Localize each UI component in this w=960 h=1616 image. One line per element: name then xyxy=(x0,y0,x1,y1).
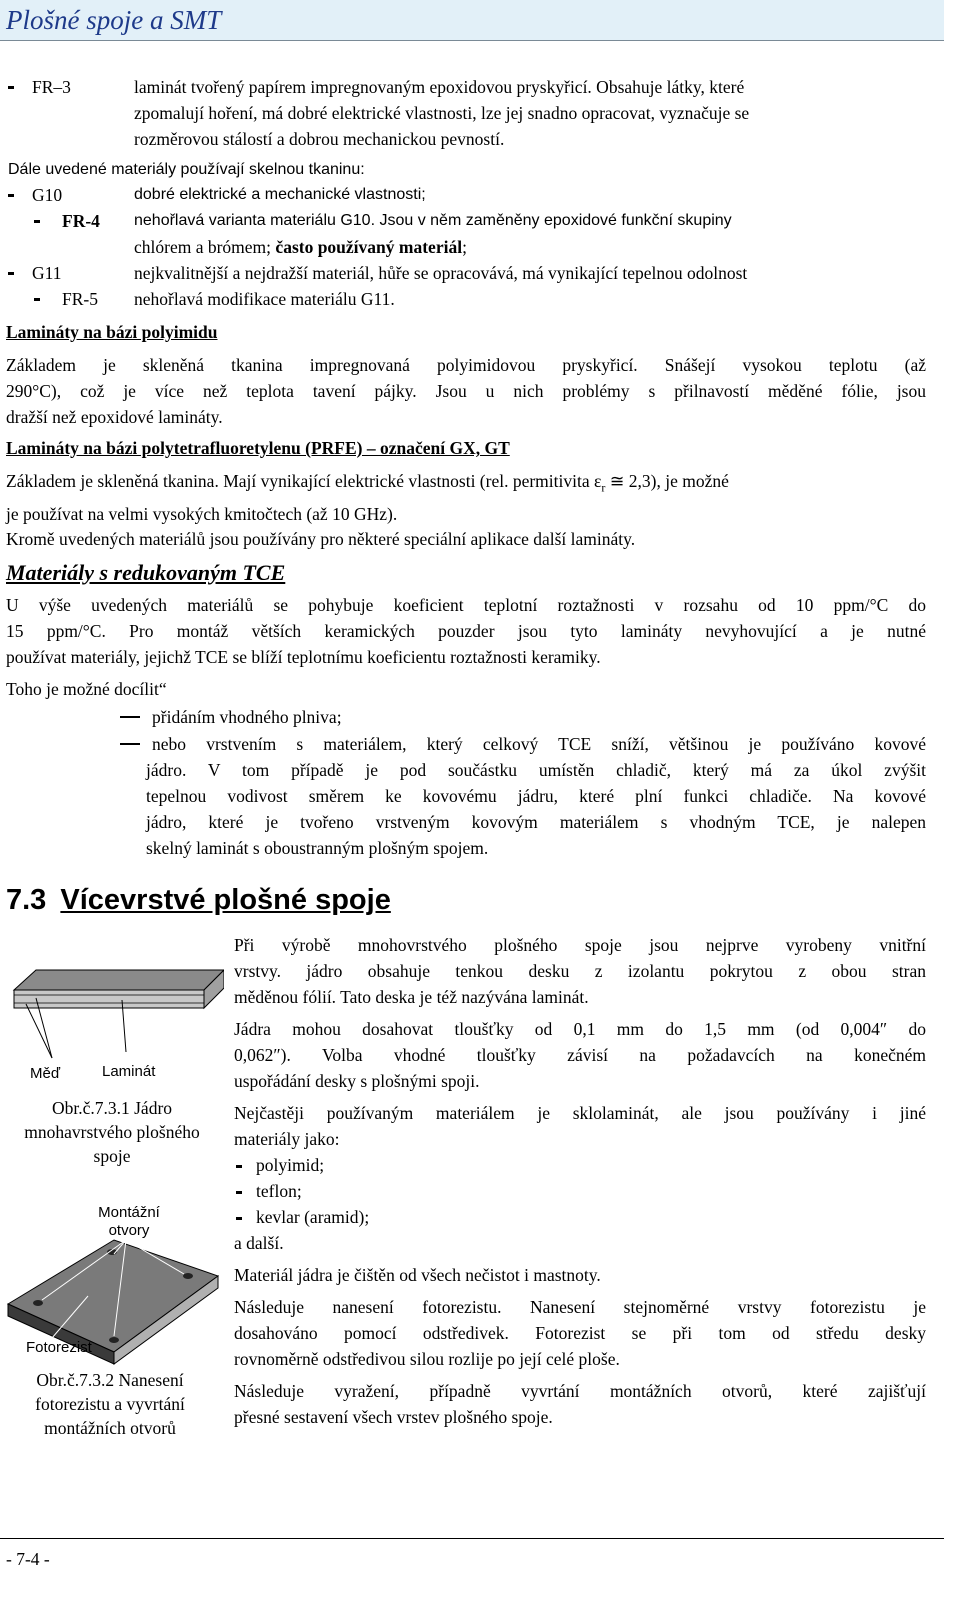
tce-item-2-line-3: tepelnou vodivost směrem ke kovovému jádru, které plní funkci chladiče. Na kovové xyxy=(146,786,926,806)
list-item-text: polyimid; xyxy=(256,1155,325,1175)
tce-para xyxy=(6,592,926,670)
core-top-face xyxy=(14,970,224,990)
header-title: Plošné spoje a SMT xyxy=(6,5,222,35)
bullet xyxy=(236,1217,242,1220)
mounting-hole xyxy=(109,1337,119,1343)
right-p2-line-3: uspořádání desky s plošnými spoji. xyxy=(234,1071,480,1091)
right-p4: Materiál jádra je čištěn od všech nečistot i mastnoty. xyxy=(234,1265,601,1285)
right-p3 xyxy=(234,1100,926,1152)
fig2-label-holes-line-2: otvory xyxy=(108,1222,150,1239)
tce-item-2 xyxy=(146,731,926,861)
fr3-line-3: rozměrovou stálostí a dobrou mechanickou pevností. xyxy=(134,129,505,149)
fig1-caption-line-1: Obr.č.7.3.1 Jádro xyxy=(51,1098,173,1118)
fig1-caption-line-3: spoje xyxy=(93,1146,131,1166)
tce-line-1: U výše uvedených materiálů se pohybuje koeficient teplotní roztažnosti v rozsahu od 10 ppm/°C do xyxy=(6,595,926,615)
right-p1 xyxy=(234,932,926,1010)
ptfe-line-1a: Základem je skleněná tkanina. Mají vynikající elektrické vlastnosti (rel. permitivita ε xyxy=(6,471,602,491)
right-p3-line-1: Nejčastěji používaným materiálem je sklolaminát, ale jsou používány i jiné xyxy=(234,1103,926,1123)
right-p2-line-1: Jádra mohou dosahovat tloušťky od 0,1 mm do 1,5 mm (od 0,004″ do xyxy=(234,1019,926,1039)
section-title: Vícevrstvé plošné spoje xyxy=(60,884,391,916)
right-p5-line-3: rovnoměrně odstředivou silou rozlije po její celé ploše. xyxy=(234,1349,620,1369)
list-item xyxy=(234,1178,926,1204)
fig2-label-resist: Fotorezist xyxy=(26,1339,92,1356)
polyimide-line-1: Základem je skleněná tkanina impregnovaná polyimidovou pryskyřicí. Snášejí vysokou teplotu (až xyxy=(6,355,926,375)
fr3-label: FR–3 xyxy=(32,77,71,97)
tce-item-2-line-1: nebo vrstvením s materiálem, který celkový TCE sníží, většinou je používáno kovové xyxy=(152,734,926,754)
right-p5-line-2: dosahováno pomocí odstředivek. Fotorezist se při tom od středu desky xyxy=(234,1323,926,1343)
tce-intro: Toho je možné docílit“ xyxy=(6,679,167,699)
after-list: a další. xyxy=(234,1233,284,1253)
fig2-caption xyxy=(0,1368,220,1440)
dash xyxy=(120,743,140,745)
bullet xyxy=(236,1165,242,1168)
bullet xyxy=(34,220,40,223)
fr3-line-1: laminát tvořený papírem impregnovaným epoxidovou pryskyřicí. Obsahuje látky, které xyxy=(134,77,745,97)
fig1-caption-line-2: mnohavrstvého plošného xyxy=(24,1122,200,1142)
section-heading xyxy=(6,880,391,920)
permittivity-subscript: r xyxy=(601,480,606,495)
tce-item-2-line-5: skelný laminát s oboustranným plošným spojem. xyxy=(146,838,489,858)
polyimide-line-2: 290°C), což je více než teplota tavení pájky. Jsou u nich problémy s přilnavostí měděné fólie, jsou xyxy=(6,381,926,401)
ptfe-line-2: je používat na velmi vysokých kmitočtech (až 10 GHz). xyxy=(6,503,398,524)
intro-glass: Dále uvedené materiály používají skelnou tkaninu: xyxy=(8,161,365,178)
g11-text: nejkvalitnější a nejdražší materiál, hůře se opracovává, má vynikající tepelnou odolnost xyxy=(134,263,748,283)
right-p6 xyxy=(234,1378,926,1430)
polyimide-para xyxy=(6,352,926,430)
ptfe-line-1 xyxy=(6,468,926,501)
fr4-line-2-plain: chlórem a brómem; xyxy=(134,237,276,257)
fig1-label-laminate: Laminát xyxy=(102,1063,156,1080)
bullet xyxy=(8,194,14,197)
core-front-face xyxy=(14,990,204,1008)
bullet xyxy=(236,1191,242,1194)
list-item-text: kevlar (aramid); xyxy=(256,1207,370,1227)
fr4-highlight: často používaný materiál xyxy=(275,237,463,257)
tce-heading: Materiály s redukovaným TCE xyxy=(6,560,286,585)
fig2-label-holes xyxy=(94,1204,164,1240)
g10-text: dobré elektrické a mechanické vlastnosti; xyxy=(134,186,426,203)
tce-item-2-line-4: jádro, které je tvořeno vrstveným kovovým materiálem s vhodným TCE, je nalepen xyxy=(146,812,926,832)
fr4-line-2-end: ; xyxy=(462,237,467,257)
tce-item-2-line-2: jádro. V tom případě je pod součástku umístěn chladič, který má za úkol zvýšit xyxy=(146,760,926,780)
right-p1-line-1: Při výrobě mnohovrstvého plošného spoje jsou nejprve vyrobeny vnitřní xyxy=(234,935,926,955)
right-p1-line-3: měděnou fólií. Tato deska je též nazývána laminát. xyxy=(234,987,589,1007)
bullet xyxy=(8,272,14,275)
g10-label: G10 xyxy=(32,185,63,205)
footer-rule xyxy=(0,1538,944,1539)
ptfe-line-1b: ≅ 2,3), je možné xyxy=(605,471,729,491)
right-p6-line-1: Následuje vyražení, případně vyvrtání montážních otvorů, které zajišťují xyxy=(234,1381,926,1401)
section-number: 7.3 xyxy=(6,884,47,916)
right-p6-line-2: přesné sestavení všech vrstev plošného spoje. xyxy=(234,1407,553,1427)
right-p2 xyxy=(234,1016,926,1094)
g11-label: G11 xyxy=(32,263,62,283)
tce-line-3: používat materiály, jejichž TCE se blíží teplotnímu koeficientu roztažnosti keramiky. xyxy=(6,647,601,667)
bullet xyxy=(8,86,14,89)
right-p2-line-2: 0,062″). Volba vhodné tloušťky závisí na požadavcích na konečném xyxy=(234,1045,926,1065)
fr4-line-2 xyxy=(134,234,467,260)
mounting-hole xyxy=(33,1300,43,1306)
ptfe-heading: Lamináty na bázi polytetrafluoretylenu (PRFE) – označení GX, GT xyxy=(6,438,510,458)
page-header xyxy=(0,0,944,41)
fr3-line-2: zpomalují hoření, má dobré elektrické vlastnosti, lze jej snadno opracovat, vyznačuje se xyxy=(134,103,750,123)
dash xyxy=(120,716,140,718)
tce-line-2: 15 ppm/°C. Pro montáž větších keramických pouzder jsou tyto lamináty nevyhovující a je nutné xyxy=(6,621,926,641)
fr5-label: FR-5 xyxy=(62,289,98,309)
fig1-caption xyxy=(0,1096,224,1168)
materials-list xyxy=(234,1152,926,1230)
list-item-text: teflon; xyxy=(256,1181,302,1201)
other-laminates: Kromě uvedených materiálů jsou používány pro některé speciální aplikace další lamináty. xyxy=(6,529,636,549)
polyimide-line-3: dražší než epoxidové lamináty. xyxy=(6,407,223,427)
list-item xyxy=(234,1204,926,1230)
bullet xyxy=(34,298,40,301)
fig1-label-copper: Měď xyxy=(30,1065,61,1082)
fig2-caption-line-3: montážních otvorů xyxy=(44,1418,176,1438)
right-p3-line-2: materiály jako: xyxy=(234,1129,340,1149)
right-p1-line-2: vrstvy. jádro obsahuje tenkou desku z izolantu pokrytou z obou stran xyxy=(234,961,926,981)
ptfe-para xyxy=(6,468,926,527)
right-p5-line-1: Následuje nanesení fotorezistu. Nanesení stejnoměrné vrstvy fotorezistu je xyxy=(234,1297,926,1317)
board-top-face xyxy=(8,1240,218,1352)
fr4-label: FR-4 xyxy=(62,211,100,231)
right-column xyxy=(234,932,926,1430)
fig2-caption-line-2: fotorezistu a vyvrtání xyxy=(35,1394,185,1414)
fr4-line-1: nehořlavá varianta materiálu G10. Jsou v něm zaměněny epoxidové funkční skupiny xyxy=(134,212,732,229)
mounting-hole xyxy=(183,1273,193,1279)
polyimide-heading: Lamináty na bázi polyimidu xyxy=(6,322,218,342)
fig2-caption-line-1: Obr.č.7.3.2 Nanesení xyxy=(36,1370,184,1390)
page-number: - 7-4 - xyxy=(6,1549,50,1569)
tce-item-1: přidáním vhodného plniva; xyxy=(152,707,342,727)
fig2-label-holes-line-1: Montážní xyxy=(98,1204,160,1221)
fr5-text: nehořlavá modifikace materiálu G11. xyxy=(134,289,395,309)
list-item xyxy=(234,1152,926,1178)
right-p5 xyxy=(234,1294,926,1372)
